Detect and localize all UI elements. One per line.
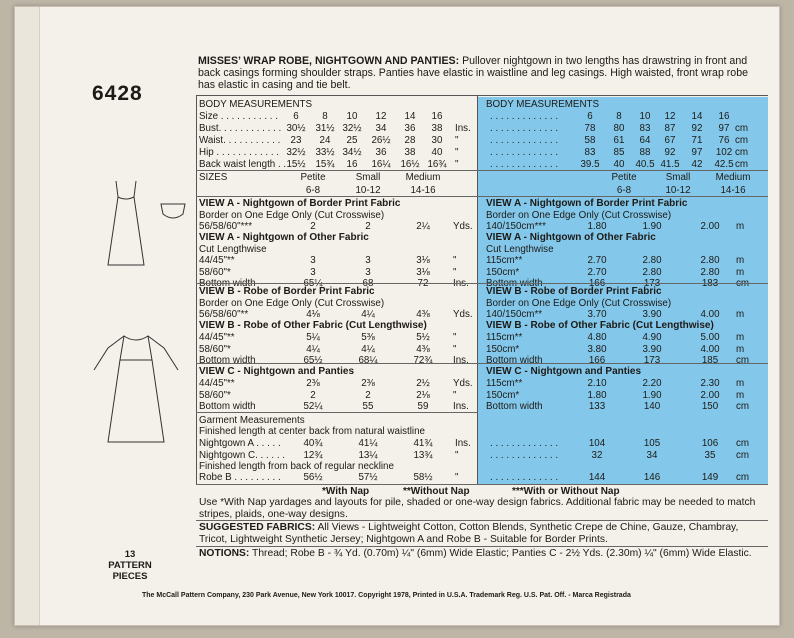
- bm-metric-value: 78: [584, 123, 596, 134]
- row-value: 4⅜: [416, 343, 430, 355]
- view-heading-metric: VIEW C - Nightgown and Panties: [486, 366, 641, 377]
- bm-value: 15½: [286, 159, 306, 170]
- bm-metric-value: 6: [587, 111, 593, 122]
- rule-sizes: [196, 170, 768, 171]
- row-value: 4¼: [306, 343, 320, 355]
- garment-value: 41¾: [413, 438, 433, 449]
- notions-block: [199, 548, 759, 560]
- garment-metric-value: 146: [643, 472, 661, 483]
- row-value-metric: 2.80: [700, 255, 720, 266]
- row-label: Bottom width: [199, 355, 256, 366]
- row-label-metric: Bottom width: [486, 278, 543, 289]
- rule-garment: [196, 412, 478, 413]
- row-label-metric: 140/150cm**: [486, 309, 543, 320]
- row-unit-metric: m: [736, 332, 745, 343]
- row-value: 2: [365, 221, 371, 232]
- row-value-metric: 2.30: [700, 378, 720, 389]
- bm-metric-value: 76: [718, 135, 730, 146]
- row-unit: ": [453, 343, 457, 355]
- row-value: 3: [310, 255, 316, 266]
- row-value-metric: 1.90: [642, 221, 662, 232]
- garment-value: 56½: [303, 472, 323, 483]
- garment-value: 12¾: [303, 450, 323, 461]
- bm-value: 38: [431, 123, 443, 134]
- table-top-rule: [196, 95, 768, 96]
- nap-note: Use *With Nap yardages and layouts for pile, shaded or one-way design fabrics. Additional fabric may be needed to match stripes, plaids, one-way designs.: [199, 497, 756, 520]
- garment-label: Nightgown C. . . . . .: [199, 450, 286, 461]
- bm-title-right: BODY MEASUREMENTS: [486, 99, 600, 110]
- bm-metric-value: 41.5: [660, 159, 680, 170]
- garment-value: 13¼: [358, 450, 378, 461]
- bm-value: 16½: [400, 159, 420, 170]
- table-mid-rule: [477, 96, 478, 484]
- size-range-metric: 14-16: [720, 185, 746, 196]
- row-value-metric: 2.80: [642, 266, 662, 278]
- garment-dots: . . . . . . . . . . . . .: [490, 450, 559, 461]
- bm-unit: ": [455, 135, 459, 146]
- bm-dots: . . . . . . . . . . . . .: [490, 135, 559, 146]
- bm-value: 33½: [315, 147, 335, 158]
- bm-metric-value: 87: [664, 123, 676, 134]
- pieces-label-1: PATTERN: [108, 560, 152, 571]
- view-heading-metric: VIEW B - Robe of Other Fabric (Cut Lengthwise): [486, 320, 714, 331]
- garment-metric-value: 35: [704, 450, 716, 461]
- bm-label: Hip . . . . . . . . . . . .: [199, 147, 280, 158]
- row-value-metric: 3.90: [642, 309, 662, 320]
- bm-metric-unit: cm: [735, 159, 749, 170]
- row-value-metric: 2.00: [700, 389, 720, 401]
- rule-nap: [196, 484, 768, 485]
- table-left-rule: [196, 96, 197, 484]
- row-unit-metric: m: [736, 221, 745, 232]
- bm-metric-value: 64: [639, 135, 651, 146]
- view-heading: VIEW C - Nightgown and Panties: [199, 366, 354, 377]
- row-unit: ": [453, 332, 457, 343]
- row-unit: Yds.: [453, 378, 473, 389]
- size-group-metric: Medium: [715, 172, 751, 183]
- bm-value: 40: [431, 147, 443, 158]
- sizes-label: SIZES: [199, 172, 228, 183]
- garment-value: 40¾: [303, 438, 323, 449]
- bm-value: 30½: [286, 123, 306, 134]
- bm-metric-value: 83: [639, 123, 651, 134]
- copyright-footer: The McCall Pattern Company, 230 Park Avenue, New York 10017. Copyright 1978, Printed in U.S.A. Trademark Reg. U.S. Pat. Off. - Marca Registrada: [142, 592, 631, 599]
- row-unit: Ins.: [453, 401, 469, 412]
- view-heading-metric: VIEW B - Robe of Border Print Fabric: [486, 286, 662, 297]
- row-label-metric: 140/150cm***: [486, 221, 546, 232]
- row-label-metric: 150cm*: [486, 389, 520, 401]
- notions-text: Thread; Robe B - ¾ Yd. (0.70m) ¼" (6mm) Wide Elastic; Panties C - 2½ Yds. (2.30m) ¼" (6mm) Wide Elastic.: [252, 548, 752, 559]
- view-heading: VIEW B - Robe of Border Print Fabric: [199, 286, 375, 297]
- row-unit-metric: cm: [736, 355, 750, 366]
- row-value-metric: 133: [588, 401, 606, 412]
- row-label-metric: 150cm*: [486, 343, 520, 355]
- garment-unit: Ins.: [455, 438, 471, 449]
- bm-metric-unit: cm: [735, 135, 749, 146]
- row-value-metric: 1.80: [587, 389, 607, 401]
- row-value: 2⅜: [306, 378, 320, 389]
- garment-metric-value: 149: [701, 472, 719, 483]
- row-label: Bottom width: [199, 401, 256, 412]
- size-group-metric: Petite: [611, 172, 637, 183]
- row-value: 4⅜: [416, 309, 430, 320]
- row-value-metric: 2.10: [587, 378, 607, 389]
- bm-metric-value: 42: [691, 159, 703, 170]
- size-range: 6-8: [305, 185, 321, 196]
- row-value-metric: 173: [643, 278, 661, 289]
- bm-value: 16¼: [371, 159, 391, 170]
- bm-value: 36: [404, 123, 416, 134]
- row-value: 2¼: [416, 221, 430, 232]
- garment-unit: ": [455, 472, 459, 483]
- row-value: 3: [310, 266, 316, 278]
- rule-section: [196, 283, 768, 284]
- bm-value: 30: [431, 135, 443, 146]
- garment-unit: ": [455, 450, 459, 461]
- row-value: 5¼: [306, 332, 320, 343]
- size-group: Small: [355, 172, 381, 183]
- bm-value: 28: [404, 135, 416, 146]
- bm-value: 15¾: [315, 159, 335, 170]
- size-group-metric: Small: [665, 172, 691, 183]
- row-value: 52¼: [303, 401, 323, 412]
- garment-label: Nightgown A . . . . .: [199, 438, 281, 449]
- row-value: 72¾: [413, 355, 433, 366]
- bm-value: 24: [319, 135, 331, 146]
- bm-metric-value: 85: [613, 147, 625, 158]
- bm-metric-value: 80: [613, 123, 625, 134]
- garment-metric-value: 32: [591, 450, 603, 461]
- row-value-metric: 150: [701, 401, 719, 412]
- row-value-metric: 1.90: [642, 389, 662, 401]
- row-value: 2⅜: [361, 378, 375, 389]
- rule-fabrics: [196, 520, 768, 521]
- row-value-metric: 2.70: [587, 266, 607, 278]
- view-sub: Cut Lengthwise: [199, 244, 267, 255]
- bm-unit: ": [455, 147, 459, 158]
- row-value: 3: [365, 255, 371, 266]
- view-heading-metric: VIEW A - Nightgown of Other Fabric: [486, 232, 656, 243]
- panties-sketch: [158, 200, 188, 224]
- row-label-metric: 150cm*: [486, 266, 520, 278]
- row-unit: ": [453, 255, 457, 266]
- fabrics-label: SUGGESTED FABRICS:: [199, 522, 316, 533]
- row-value: 3: [365, 266, 371, 278]
- row-value-metric: 1.80: [587, 221, 607, 232]
- row-value-metric: 166: [588, 355, 606, 366]
- view-heading: VIEW A - Nightgown of Border Print Fabric: [199, 198, 401, 209]
- bm-unit: ": [455, 159, 459, 170]
- envelope-flap: [15, 7, 40, 625]
- without-nap: **Without Nap: [403, 486, 470, 497]
- row-unit-metric: m: [736, 389, 745, 401]
- bm-dots: . . . . . . . . . . . . .: [490, 111, 559, 122]
- row-value: 5½: [416, 332, 430, 343]
- row-label-metric: 115cm**: [486, 332, 523, 343]
- view-heading: VIEW A - Nightgown of Other Fabric: [199, 232, 369, 243]
- row-value-metric: 2.70: [587, 255, 607, 266]
- row-label-metric: Bottom width: [486, 355, 543, 366]
- bm-value: 10: [346, 111, 358, 122]
- bm-metric-value: 92: [664, 147, 676, 158]
- size-range: 10-12: [355, 185, 381, 196]
- row-value: 2: [310, 221, 316, 232]
- bm-value: 8: [322, 111, 328, 122]
- garment-value: 58½: [413, 472, 433, 483]
- oneway-nap: ***With or Without Nap: [512, 486, 620, 497]
- bm-value: 34½: [342, 147, 362, 158]
- row-value-metric: 173: [643, 355, 661, 366]
- bm-metric-value: 97: [691, 147, 703, 158]
- garment-metric-unit: cm: [736, 450, 750, 461]
- bm-metric-unit: cm: [735, 147, 749, 158]
- bm-value: 36: [375, 147, 387, 158]
- row-value-metric: 3.80: [587, 343, 607, 355]
- row-label-metric: 115cm**: [486, 255, 523, 266]
- row-unit: Ins.: [453, 355, 469, 366]
- bm-metric-value: 61: [613, 135, 625, 146]
- garment-sub: Finished length from back of regular neckline: [199, 461, 394, 472]
- row-value-metric: 4.80: [587, 332, 607, 343]
- rule-notions: [196, 546, 768, 547]
- garment-value: 13¾: [413, 450, 433, 461]
- row-value: 5⅜: [361, 332, 375, 343]
- bm-metric-value: 39.5: [580, 159, 600, 170]
- row-label: 58/60"*: [199, 266, 231, 278]
- view-sub-metric: Border on One Edge Only (Cut Crosswise): [486, 298, 672, 309]
- garment-dots: . . . . . . . . . . . . .: [490, 472, 559, 483]
- with-nap: *With Nap: [322, 486, 370, 497]
- row-value: 3⅛: [416, 266, 430, 278]
- bm-metric-value: 10: [639, 111, 651, 122]
- row-label-metric: 115cm**: [486, 378, 523, 389]
- row-value-metric: 3.90: [642, 343, 662, 355]
- bm-metric-value: 88: [639, 147, 651, 158]
- bm-value: 14: [404, 111, 416, 122]
- bm-metric-value: 12: [664, 111, 676, 122]
- row-value: 55: [362, 401, 374, 412]
- row-value: 2: [310, 389, 316, 401]
- bm-metric-value: 14: [691, 111, 703, 122]
- row-value: 2: [365, 389, 371, 401]
- bm-metric-unit: cm: [735, 123, 749, 134]
- bm-value: 31½: [315, 123, 335, 134]
- row-value-metric: 166: [588, 278, 606, 289]
- garment-label: Robe B . . . . . . . . .: [199, 472, 281, 483]
- row-value: 72: [417, 278, 429, 289]
- robe-sketch: [86, 330, 186, 450]
- bm-metric-value: 40: [613, 159, 625, 170]
- row-unit-metric: m: [736, 378, 745, 389]
- bm-label: Back waist length . .: [199, 159, 287, 170]
- bm-value: 38: [404, 147, 416, 158]
- bm-label: Waist. . . . . . . . . . .: [199, 135, 281, 146]
- bm-metric-value: 16: [718, 111, 730, 122]
- row-value-metric: 2.00: [700, 221, 720, 232]
- row-value: 2½: [416, 378, 430, 389]
- row-unit-metric: cm: [736, 278, 750, 289]
- row-label: 58/60"*: [199, 389, 231, 401]
- bm-metric-value: 92: [691, 123, 703, 134]
- row-value-metric: 4.00: [700, 343, 720, 355]
- bm-value: 12: [375, 111, 387, 122]
- row-value-metric: 2.80: [642, 255, 662, 266]
- nightgown-sketch: [96, 175, 156, 275]
- size-range: 14-16: [410, 185, 436, 196]
- row-value: 4⅛: [306, 309, 320, 320]
- row-value-metric: 183: [701, 278, 719, 289]
- row-unit: ": [453, 389, 457, 401]
- garment-title: Garment Measurements: [199, 415, 305, 426]
- bm-metric-value: 67: [664, 135, 676, 146]
- pieces-label-2: PIECES: [112, 571, 148, 582]
- bm-value: 32½: [286, 147, 306, 158]
- bm-metric-value: 40.5: [635, 159, 655, 170]
- row-value: 4¼: [361, 309, 375, 320]
- row-unit-metric: cm: [736, 401, 750, 412]
- garment-value: 57½: [358, 472, 378, 483]
- rule-section: [196, 363, 768, 364]
- row-unit-metric: m: [736, 266, 745, 278]
- row-label: Bottom width: [199, 278, 256, 289]
- row-value: 4¼: [361, 343, 375, 355]
- bm-metric-value: 8: [616, 111, 622, 122]
- bm-value: 23: [290, 135, 302, 146]
- garment-dots: . . . . . . . . . . . . .: [490, 438, 559, 449]
- row-value: 2⅛: [416, 389, 430, 401]
- bm-value: 34: [375, 123, 387, 134]
- row-value: 68: [362, 278, 374, 289]
- bm-value: 16: [431, 111, 443, 122]
- pattern-number: 6428: [92, 82, 143, 105]
- bm-label: Bust. . . . . . . . . . . .: [199, 123, 282, 134]
- title-block: [198, 55, 764, 91]
- view-sub: Border on One Edge Only (Cut Crosswise): [199, 210, 385, 221]
- garment-metric-unit: cm: [736, 472, 750, 483]
- bm-value: 16¾: [427, 159, 447, 170]
- row-label: 44/45"**: [199, 332, 235, 343]
- garment-metric-value: 144: [588, 472, 606, 483]
- row-label-metric: Bottom width: [486, 401, 543, 412]
- garment-metric-value: 106: [701, 438, 719, 449]
- pattern-description: Pullover nightgown in two lengths has drawstring in front and back casings forming shoulder straps. Panties have elastic in waistline and leg casings. High waisted, front wrap robe has elastic in casing and tie belt.: [198, 55, 748, 91]
- row-value: 59: [417, 401, 429, 412]
- row-label: 44/45"**: [199, 378, 235, 389]
- fabrics-text: All Views - Lightweight Cotton, Cotton Blends, Synthetic Crepe de Chine, Gauze, Chambray, Tricot, Lightweight Synthetic Jersey; Nightgown A and Robe B - Suitable for Border Prints.: [199, 522, 739, 545]
- view-sub-metric: Cut Lengthwise: [486, 244, 554, 255]
- row-value-metric: 5.00: [700, 332, 720, 343]
- row-unit: Yds.: [453, 221, 473, 232]
- garment-sub: Finished length at center back from natural waistline: [199, 426, 425, 437]
- bm-label: Size . . . . . . . . . . .: [199, 111, 278, 122]
- notions-label: NOTIONS:: [199, 548, 250, 559]
- bm-unit: Ins.: [455, 123, 471, 134]
- bm-metric-value: 71: [691, 135, 703, 146]
- garment-metric-value: 104: [588, 438, 606, 449]
- row-label: 58/60"*: [199, 343, 231, 355]
- bm-dots: . . . . . . . . . . . . .: [490, 123, 559, 134]
- view-heading-metric: VIEW A - Nightgown of Border Print Fabric: [486, 198, 688, 209]
- row-label: 56/58/60"**: [199, 309, 249, 320]
- row-label: 56/58/60"***: [199, 221, 253, 232]
- row-label: 44/45"**: [199, 255, 235, 266]
- pieces-count: 13: [124, 549, 136, 560]
- row-unit: Ins.: [453, 278, 469, 289]
- row-value: 65½: [303, 355, 323, 366]
- bm-dots: . . . . . . . . . . . . .: [490, 147, 559, 158]
- bm-value: 6: [293, 111, 299, 122]
- row-value: 3⅛: [416, 255, 430, 266]
- garment-metric-value: 34: [646, 450, 658, 461]
- row-value-metric: 4.00: [700, 309, 720, 320]
- row-value-metric: 4.90: [642, 332, 662, 343]
- fabrics-block: [199, 522, 759, 546]
- bm-value: 26½: [371, 135, 391, 146]
- bm-metric-value: 83: [584, 147, 596, 158]
- row-value-metric: 140: [643, 401, 661, 412]
- row-value-metric: 2.20: [642, 378, 662, 389]
- row-unit: Yds.: [453, 309, 473, 320]
- pattern-title: MISSES’ WRAP ROBE, NIGHTGOWN AND PANTIES:: [198, 55, 460, 67]
- row-value-metric: 185: [701, 355, 719, 366]
- size-group: Medium: [405, 172, 441, 183]
- bm-value: 32½: [342, 123, 362, 134]
- bm-metric-value: 58: [584, 135, 596, 146]
- row-unit: ": [453, 266, 457, 278]
- bm-value: 25: [346, 135, 358, 146]
- garment-value: 41¼: [358, 438, 378, 449]
- row-unit-metric: m: [736, 343, 745, 355]
- bm-metric-value: 42.5: [714, 159, 734, 170]
- bm-value: 16: [346, 159, 358, 170]
- pattern-pieces: [100, 549, 160, 582]
- view-heading: VIEW B - Robe of Other Fabric (Cut Lengthwise): [199, 320, 427, 331]
- bm-title-left: BODY MEASUREMENTS: [199, 99, 313, 110]
- size-range-metric: 6-8: [616, 185, 632, 196]
- view-sub: Border on One Edge Only (Cut Crosswise): [199, 298, 385, 309]
- row-value-metric: 2.80: [700, 266, 720, 278]
- garment-metric-unit: cm: [736, 438, 750, 449]
- row-value-metric: 3.70: [587, 309, 607, 320]
- row-value: 68¼: [358, 355, 378, 366]
- row-value: 65¼: [303, 278, 323, 289]
- garment-metric-value: 105: [643, 438, 661, 449]
- rule-views: [196, 196, 768, 197]
- row-unit-metric: m: [736, 255, 745, 266]
- bm-metric-value: 102: [715, 147, 733, 158]
- view-sub-metric: Border on One Edge Only (Cut Crosswise): [486, 210, 672, 221]
- row-unit-metric: m: [736, 309, 745, 320]
- bm-dots: . . . . . . . . . . . . .: [490, 159, 559, 170]
- bm-metric-value: 97: [718, 123, 730, 134]
- size-range-metric: 10-12: [665, 185, 691, 196]
- size-group: Petite: [300, 172, 326, 183]
